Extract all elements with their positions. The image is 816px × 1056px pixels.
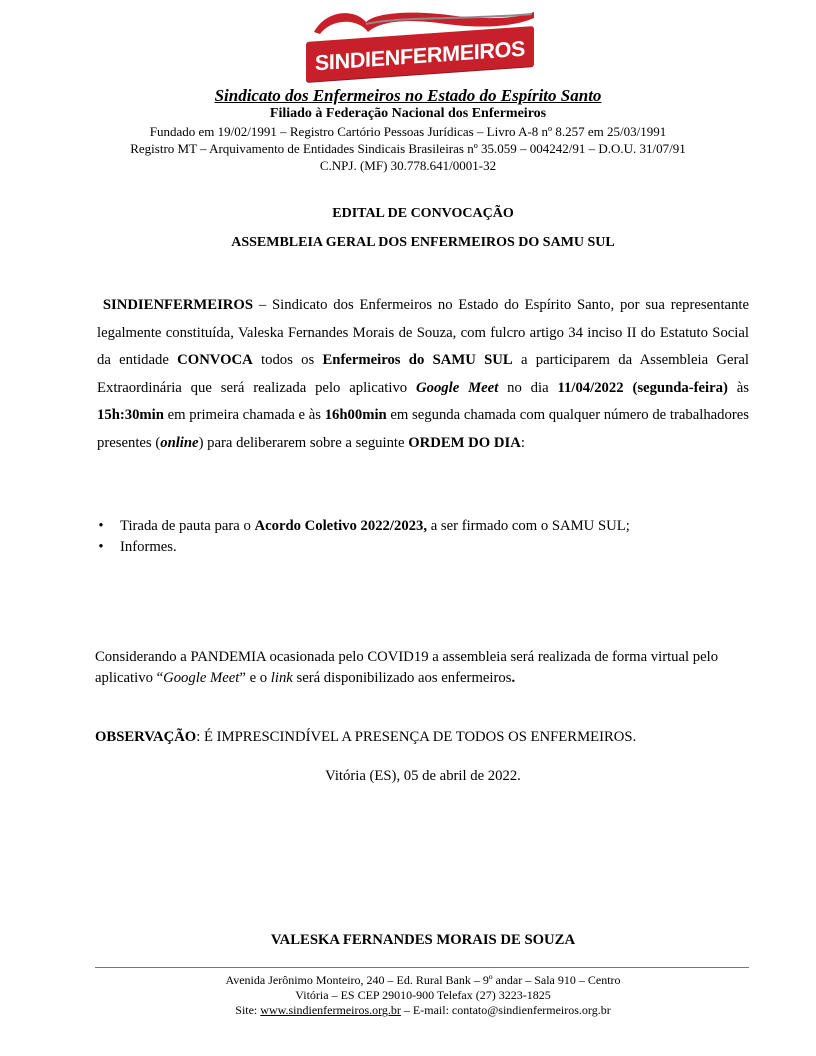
footer-divider (95, 967, 749, 968)
body-text: ) para deliberarem sobre a seguinte (198, 434, 409, 451)
observation (95, 729, 749, 746)
app-name: Google Meet (416, 379, 499, 396)
notice-title: EDITAL DE CONVOCAÇÃO (332, 206, 514, 221)
note-text: Considerando a PANDEMIA ocasionada pelo COVID19 a assembleia será realizada de forma virtual pelo aplicativo “ (95, 649, 719, 686)
agenda-bold-text: Acordo Coletivo 2022/2023, (254, 518, 428, 534)
agenda-text: a ser firmado com o SAMU SUL; (427, 518, 630, 534)
date-line: Vitória (ES), 05 de abril de 2022. (325, 768, 521, 784)
site-label: Site: (235, 1003, 261, 1017)
footer-address: Avenida Jerônimo Monteiro, 240 – Ed. Rural Bank – 9º andar – Sala 910 – Centro (225, 973, 621, 987)
sindienfermeiros-logo (306, 8, 538, 76)
agenda-item (95, 537, 747, 558)
body-text: : (520, 434, 525, 451)
body-text: às (727, 379, 749, 396)
online-text: online (160, 434, 199, 451)
body-text: em primeira chamada e às (163, 407, 325, 423)
body-text: todos os (252, 352, 323, 368)
agenda-item (95, 516, 747, 537)
org-registry: Registro MT – Arquivamento de Entidades Sindicais Brasileiras nº 35.059 – 004242/91 – D.O.U. 31/07/91 (130, 141, 686, 156)
agenda-text: Informes. (120, 539, 177, 555)
second-call-time: 16h00min (324, 407, 387, 423)
body-text: no dia (498, 379, 558, 396)
org-affiliation: Filiado à Federação Nacional dos Enfermeiros (269, 106, 547, 121)
org-short-name: SINDIENFERMEIROS (102, 297, 253, 313)
body-text: – Sindicato dos Enfermeiros no Estado do Espírito Santo, por sua representante legalmente constituída, Valeska Fernandes Morais de Souza, com fulcro artigo 34 inciso II do Estatuto Social da entidade (97, 297, 750, 368)
agenda-label: ORDEM DO DIA (408, 434, 521, 451)
convoca-text: CONVOCA (177, 352, 253, 368)
org-cnpj: C.NPJ. (MF) 30.778.641/0001-32 (319, 158, 497, 173)
logo-text: SINDIENFERMEIROS (314, 36, 526, 76)
email-address: contato@sindienfermeiros.org.br (451, 1003, 611, 1017)
bullet-icon: • (98, 518, 104, 534)
first-call-time: 15h:30min (97, 407, 164, 423)
note-text: será disponibilizado aos enfermeiros (292, 670, 512, 686)
link-word: link (270, 670, 293, 686)
agenda-text: Tirada de pauta para o (120, 518, 255, 534)
note-text: ” e o (239, 670, 271, 686)
email-label: – E-mail: (400, 1003, 452, 1017)
target-audience: Enfermeiros do SAMU SUL (322, 352, 513, 368)
notice-subtitle: ASSEMBLEIA GERAL DOS ENFERMEIROS DO SAMU SUL (231, 235, 615, 250)
footer-contact (0, 1003, 816, 1018)
pandemic-note (95, 647, 749, 689)
org-founding: Fundado em 19/02/1991 – Registro Cartório Pessoas Jurídicas – Livro A-8 nº 8.257 em 25/03/1991 (149, 124, 667, 139)
footer-city: Vitória – ES CEP 29010-900 Telefax (27) 3223-1825 (295, 988, 551, 1002)
bullet-icon: • (98, 539, 104, 555)
website-link[interactable]: www.sindienfermeiros.org.br (260, 1003, 401, 1017)
app-name: Google Meet (163, 670, 240, 686)
signature-name: VALESKA FERNANDES MORAIS DE SOUZA (270, 932, 576, 948)
observation-label: OBSERVAÇÃO (95, 729, 197, 745)
agenda-list (95, 516, 747, 558)
convocation-paragraph (97, 292, 749, 457)
org-name: Sindicato dos Enfermeiros no Estado do Espírito Santo (214, 86, 602, 105)
meeting-date: 11/04/2022 (segunda-feira) (557, 379, 728, 396)
note-end: . (511, 670, 516, 686)
body-text: a participarem da Assembleia Geral Extraordinária que será realizada pelo aplicativo (97, 352, 749, 396)
observation-text: : É IMPRESCINDÍVEL A PRESENÇA DE TODOS OS ENFERMEIROS. (196, 729, 637, 745)
body-text: em segunda chamada com qualquer número de trabalhadores presentes ( (97, 407, 749, 451)
